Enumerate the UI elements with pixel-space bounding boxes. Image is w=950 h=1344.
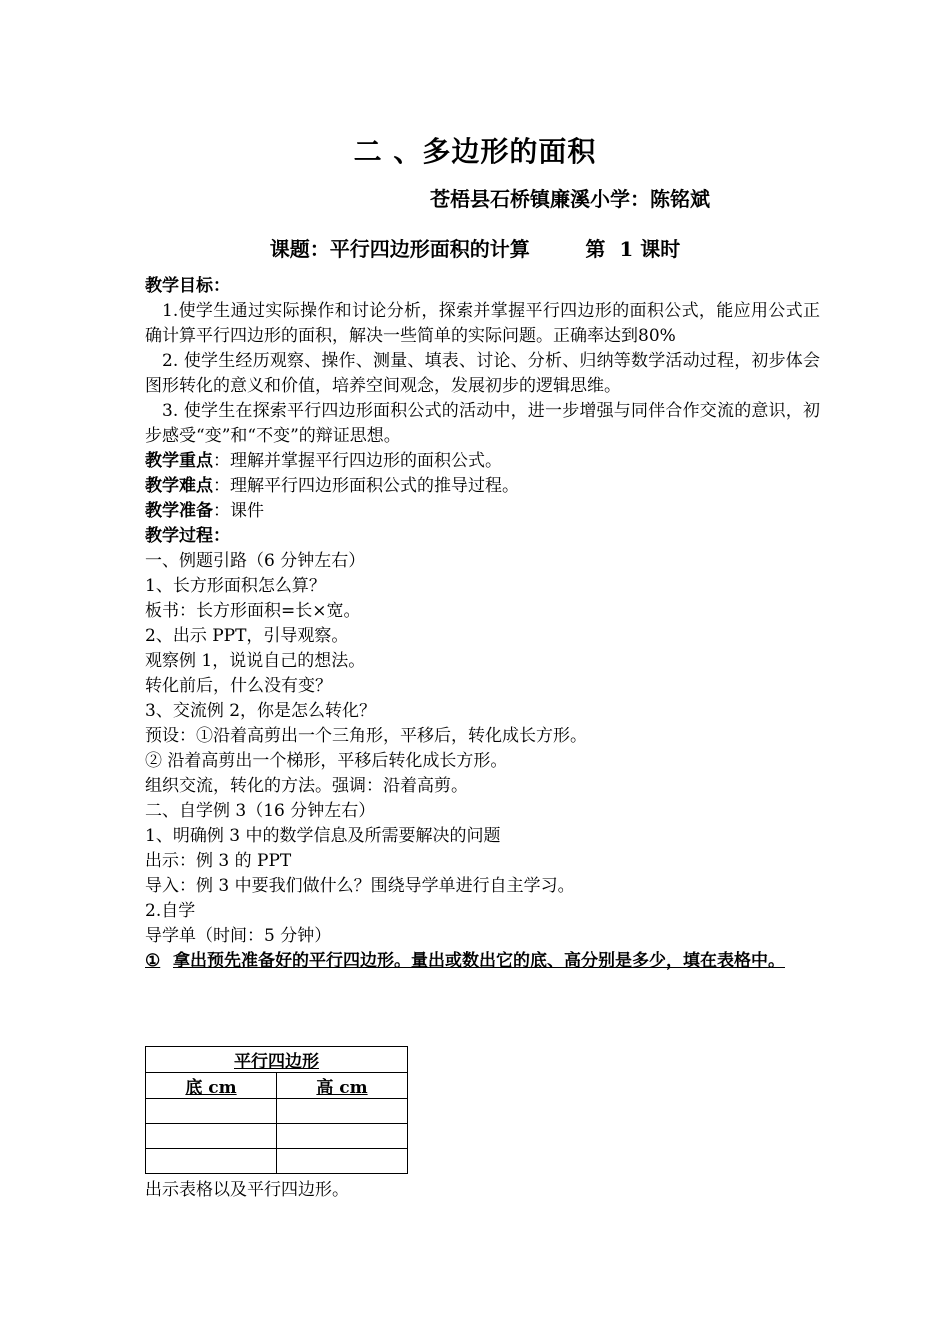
process-line: 组织交流，转化的方法。强调：沿着高剪。: [145, 776, 468, 796]
lesson-heading: 课题：平行四边形面积的计算 第 1 课时: [269, 237, 681, 261]
goal-3: 3. 使学生在探索平行四边形面积公式的活动中，进一步增强与同伴合作交流的意识，初步感受“变”和“不变”的辩证思想。: [145, 401, 820, 446]
process-line: 板书：长方形面积=长×宽。: [145, 601, 361, 621]
process-line: 二、自学例 3（16 分钟左右）: [145, 801, 376, 821]
process-line: 1、明确例 3 中的数学信息及所需要解决的问题: [145, 826, 501, 846]
table-cell[interactable]: [146, 1124, 277, 1149]
preparation-label: 教学准备: [145, 501, 213, 521]
table-cell[interactable]: [277, 1149, 408, 1174]
task-marker: ①: [145, 951, 161, 971]
table-row: [146, 1099, 408, 1124]
process-line: 观察例 1，说说自己的想法。: [145, 651, 366, 671]
table-row: [146, 1149, 408, 1174]
difficulty-text: ：理解平行四边形面积公式的推导过程。: [213, 476, 519, 496]
process-line: 预设：①沿着高剪出一个三角形，平移后，转化成长方形。: [145, 726, 587, 746]
goal-2: 2. 使学生经历观察、操作、测量、填表、讨论、分析、归纳等数学活动过程，初步体会图形转化的意义和价值，培养空间观念，发展初步的逻辑思维。: [145, 351, 820, 396]
table-cell[interactable]: [146, 1149, 277, 1174]
key-point-label: 教学重点: [145, 451, 213, 471]
difficulty: [145, 474, 820, 499]
process-line: 导入：例 3 中要我们做什么？围绕导学单进行自主学习。: [145, 876, 575, 896]
measurement-table: [145, 1046, 408, 1174]
preparation-text: ：课件: [213, 501, 264, 521]
goal-1: 1.使学生通过实际操作和讨论分析，探索并掌握平行四边形的面积公式，能应用公式正确计算平行四边形的面积，解决一些简单的实际问题。正确率达到80%: [145, 301, 820, 346]
process-line: 3、交流例 2，你是怎么转化？: [145, 701, 377, 721]
process-line: 2.自学: [145, 901, 196, 921]
table-cell[interactable]: [277, 1099, 408, 1124]
table-cell[interactable]: [277, 1124, 408, 1149]
process-line: 出示：例 3 的 PPT: [145, 851, 292, 871]
goals-heading: 教学目标：: [145, 276, 230, 296]
task-item: [145, 949, 820, 974]
process-line: 2、出示 PPT，引导观察。: [145, 626, 349, 646]
process-line: ② 沿着高剪出一个梯形，平移后转化成长方形。: [145, 751, 508, 771]
after-table-note: 出示表格以及平行四边形。: [145, 1180, 349, 1200]
table-header-base: 底 cm: [146, 1073, 277, 1099]
difficulty-label: 教学难点: [145, 476, 213, 496]
process-line: 一、例题引路（6 分钟左右）: [145, 551, 366, 571]
page-title: 二 、多边形的面积: [353, 135, 597, 168]
preparation: [145, 499, 820, 524]
process-line: 转化前后，什么没有变？: [145, 676, 332, 696]
table-header-height: 高 cm: [277, 1073, 408, 1099]
process-line: 1、长方形面积怎么算？: [145, 576, 326, 596]
lesson-body: [145, 274, 820, 974]
process-heading: 教学过程：: [145, 526, 230, 546]
key-point-text: ：理解并掌握平行四边形的面积公式。: [213, 451, 502, 471]
table-row: [146, 1124, 408, 1149]
task-text: 拿出预先准备好的平行四边形。量出或数出它的底、高分别是多少，填在表格中。: [173, 951, 785, 971]
key-point: [145, 449, 820, 474]
table-caption: 平行四边形: [146, 1047, 408, 1073]
author-line: 苍梧县石桥镇廉溪小学：陈铭斌: [430, 187, 710, 211]
table-cell[interactable]: [146, 1099, 277, 1124]
process-line: 导学单（时间：5 分钟）: [145, 926, 332, 946]
